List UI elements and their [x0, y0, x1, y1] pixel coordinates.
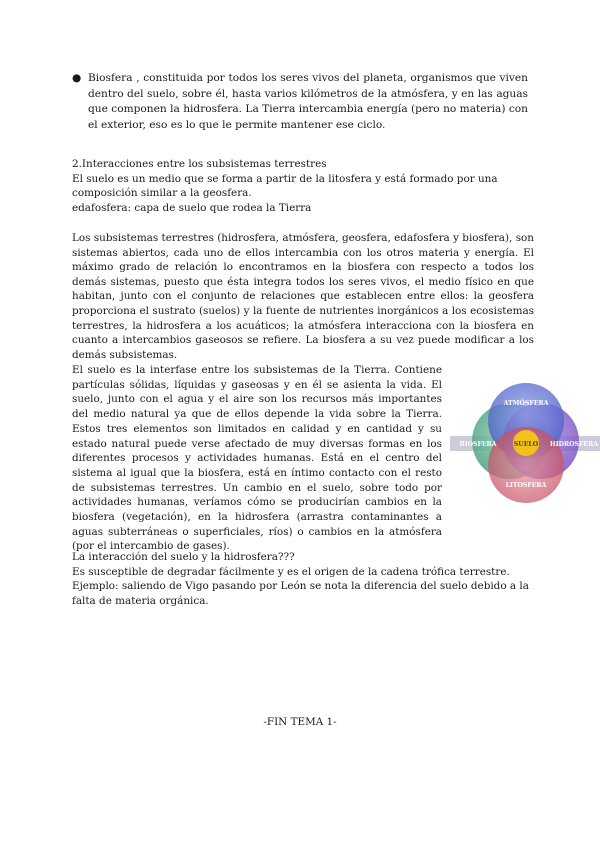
litosfera-label: LITOSFERA	[505, 482, 547, 489]
hidrosfera-line-2: Ejemplo: saliendo de Vigo pasando por León se nota la diferencia del suelo debido a la falta de materia orgánica.	[72, 580, 529, 607]
interacciones-line-2: edafosfera: capa de suelo que rodea la Tierra	[72, 201, 312, 214]
suelo-label: SUELO	[513, 441, 539, 448]
interacciones-heading: 2.Interacciones entre los subsistemas terrestres	[72, 158, 327, 170]
interacciones-section	[72, 157, 534, 215]
subsistemas-diagram	[450, 383, 600, 508]
subsistemas-section	[72, 231, 534, 362]
hidrosfera-question: La interacción del suelo y la hidrosfera???	[72, 551, 295, 563]
hidrosfera-section	[72, 550, 534, 608]
fin-tema: -FIN TEMA 1-	[263, 716, 337, 728]
biosfera-bullet	[72, 71, 528, 133]
hidrosfera-label: HIDROSFERA	[549, 441, 599, 448]
interacciones-line-1: El suelo es un medio que se forma a partir de la litosfera y está formado por una composición similar a la geosfera.	[72, 172, 498, 200]
atmosfera-label: ATMÓSFERA	[503, 400, 549, 407]
subsistemas-paragraph: Los subsistemas terrestres (hidrosfera, atmósfera, geosfera, edafosfera y biosfera), son sistemas abiertos, cada uno de ellos intercambia con los otros materia y energía. El máximo grado de relación lo encontramos en la biosfera con respecto a todos los demás sistemas, puesto que ésta integra todos los seres vivos, el medio físico en que habitan, junto con el conjunto de relaciones que establecen entre ellos: la geosfera proporciona el sustrato (suelos) y la fuente de nutrientes inorgánicos a los ecosistemas terrestres, la hidrosfera a los acuáticos; la atmósfera interacciona con la biosfera en cuanto a intercambios gaseosos se refiere. La biosfera a su vez puede modificar a los demás subsistemas.	[72, 232, 534, 361]
bullet-dot-icon: ●	[72, 72, 82, 84]
biosfera-bullet-text: Biosfera , constituida por todos los seres vivos del planeta, organismos que viven dentro del suelo, sobre él, hasta varios kilómetros de la atmósfera, y en las aguas que componen la hidrosfera. La Tierra intercambia energía (pero no materia) con el exterior, eso es lo que le permite mantener ese ciclo.	[88, 72, 528, 131]
hidrosfera-line-1: Es susceptible de degradar fácilmente y es el origen de la cadena trófica terrestre.	[72, 565, 510, 578]
suelo-paragraph: El suelo es la interfase entre los subsistemas de la Tierra. Contiene partículas sólidas, líquidas y gaseosas y en él se asienta la vida. El suelo, junto con el agua y el aire son los recursos más importantes del medio natural ya que de ellos depende la vida sobre la Tierra. Estos tres elementos son limitados en calidad y en cantidad y su estado natural puede verse afectado de muy diversas formas en los diferentes procesos y actividades humanas. Está en el centro del sistema al igual que la biosfera, está en íntimo contacto con el resto de subsistemas terrestres. Un cambio en el suelo, sobre todo por actividades humanas, veríamos cómo se producirían cambios en la biosfera (vegetación), en la hidrosfera (arrastra contaminantes a aguas subterráneas o superficiales, ríos) o cambios en la atmósfera (por el intercambio de gases).	[72, 364, 442, 553]
venn-diagram-svg	[450, 383, 600, 508]
biosfera-label: BIOSFERA	[459, 441, 497, 448]
